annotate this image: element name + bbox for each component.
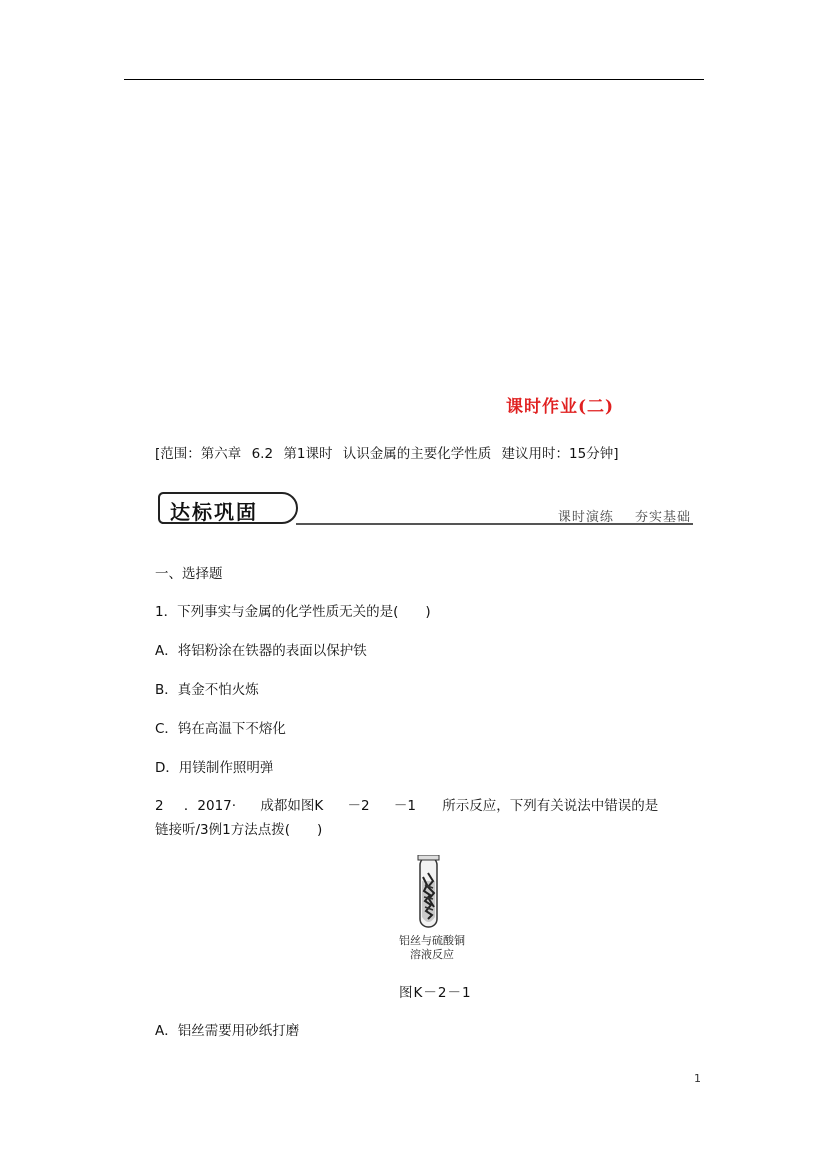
question-1-option-a: A．将铝粉涂在铁器的表面以保护铁 xyxy=(155,643,367,659)
banner-tag-1: 课时演练 xyxy=(557,510,614,525)
figure-label-line-1: 铝丝与硫酸铜 xyxy=(399,934,465,947)
question-2-part-2: －2 xyxy=(347,798,370,814)
scope-time: 建议用时：15分钟] xyxy=(501,446,619,462)
test-tube-figure xyxy=(392,855,472,965)
page-title: 课时作业(二) xyxy=(506,397,615,417)
figure-caption: 图K－2－1 xyxy=(399,985,472,1001)
header-rule xyxy=(124,79,704,80)
question-1-option-b: B．真金不怕火炼 xyxy=(155,682,259,698)
page-number: 1 xyxy=(694,1072,701,1085)
question-2-part-1: 成都如图K xyxy=(260,798,324,814)
scope-topic: 认识金属的主要化学性质 xyxy=(342,446,492,462)
question-2-stem-line-2: 链接听/3例1方法点拨( ) xyxy=(155,822,323,838)
section-title: 一、选择题 xyxy=(155,566,223,582)
question-2-source: ．2017· xyxy=(183,798,237,814)
question-1-stem: 1．下列事实与金属的化学性质无关的是( ) xyxy=(155,604,431,620)
banner-label: 达标巩固 xyxy=(170,500,258,524)
scope-prefix: [范围：第六章 xyxy=(155,446,242,462)
question-1-option-c: C．钨在高温下不熔化 xyxy=(155,721,286,737)
question-2-option-a: A．铝丝需要用砂纸打磨 xyxy=(155,1023,300,1039)
question-1-option-d: D．用镁制作照明弹 xyxy=(155,760,274,776)
question-2-part-4: 所示反应，下列有关说法中错误的是 xyxy=(442,798,659,814)
question-2-stem-line-1 xyxy=(155,794,658,814)
scope-section: 6.2 xyxy=(251,446,274,462)
section-banner xyxy=(158,492,693,530)
question-2-number: 2 xyxy=(155,798,164,814)
scope-line xyxy=(155,442,625,462)
banner-tags xyxy=(558,506,691,525)
figure-label-line-2: 溶液反应 xyxy=(410,948,454,961)
scope-lesson: 第1课时 xyxy=(283,446,333,462)
test-tube-illustration xyxy=(392,855,472,935)
banner-tag-2: 夯实基础 xyxy=(634,510,691,525)
question-2-part-3: －1 xyxy=(393,798,416,814)
banner-tab xyxy=(158,492,298,524)
